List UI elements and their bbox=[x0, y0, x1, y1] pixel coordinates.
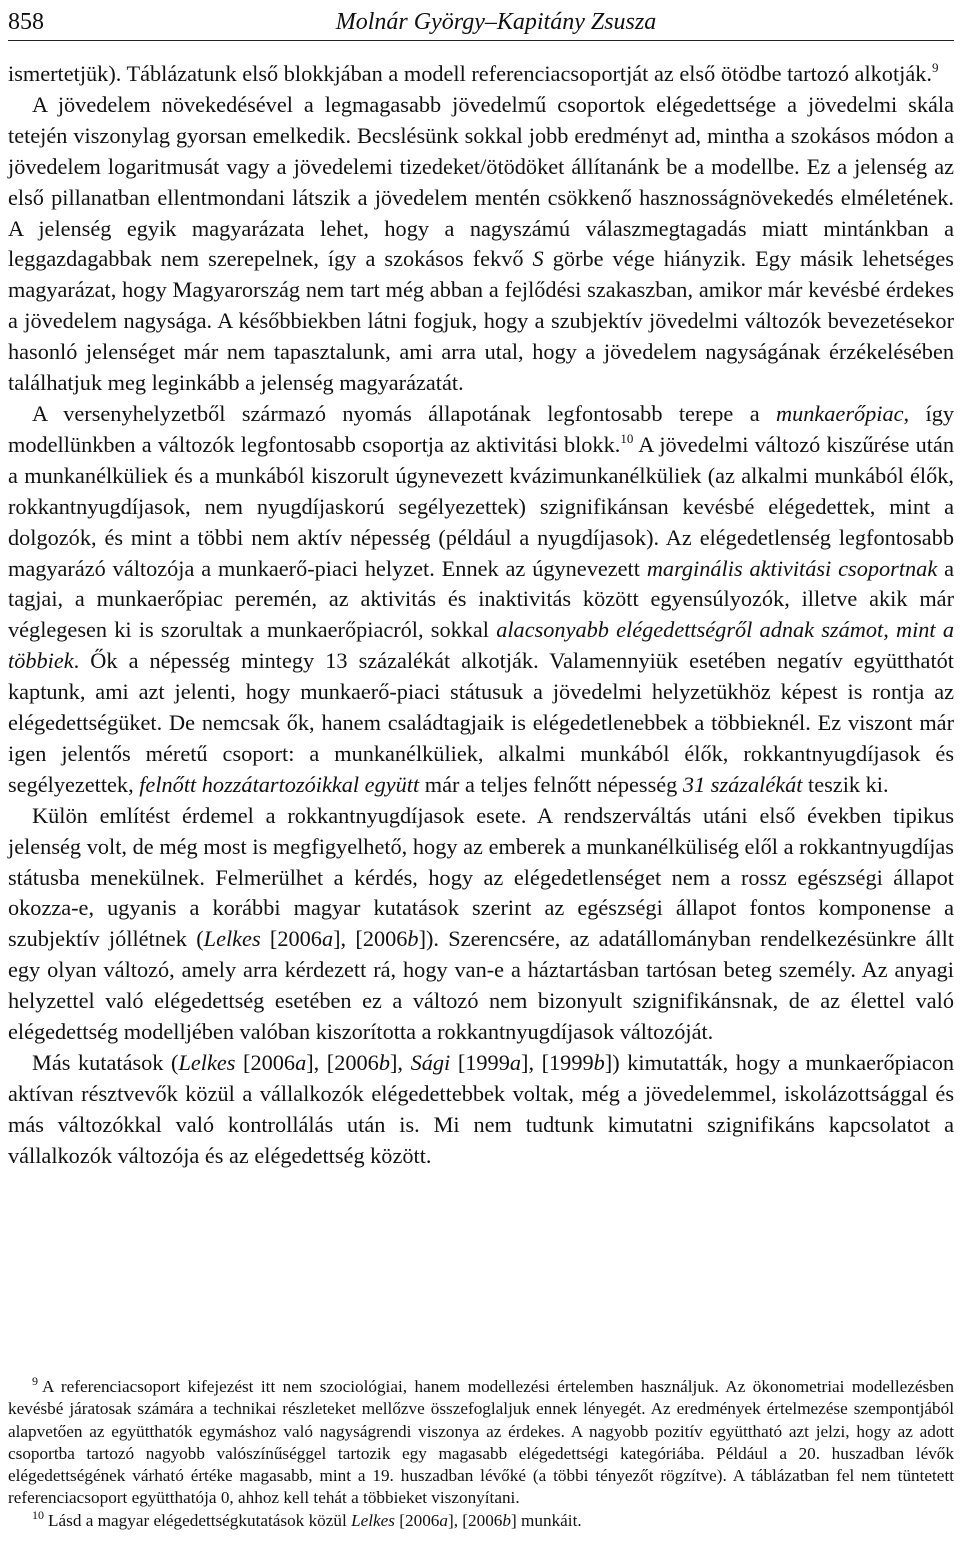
footnote-reference[interactable]: 10 bbox=[620, 430, 634, 446]
footnote-mark: 9 bbox=[32, 1374, 38, 1388]
italic-text: S bbox=[532, 246, 544, 272]
text-run: ], [2006 bbox=[306, 1050, 379, 1075]
footnote-10 bbox=[8, 1507, 954, 1532]
italic-text: Lelkes bbox=[178, 1050, 236, 1075]
footnote-mark: 10 bbox=[32, 1507, 44, 1522]
paragraph bbox=[8, 59, 954, 90]
footnotes bbox=[8, 1376, 954, 1532]
italic-text: munkaerőpiac bbox=[775, 400, 904, 426]
text-run: ]) kimutatták, hogy a munkaerőpiacon aktívan résztvevők közül a vállalkozók elégedettebbek voltak, még a jövedelemmel, iskolázottsággal és más változókkal való kontrollálás után is. Mi nem tudtunk kimutatni szignifikáns kapcsolatot a vállalkozók változója és az elégedettség között. bbox=[8, 1050, 955, 1168]
italic-text: b bbox=[502, 1510, 511, 1530]
paragraph bbox=[8, 1048, 954, 1172]
text-run: Lásd a magyar elégedettségkutatások közül bbox=[48, 1510, 352, 1530]
italic-text: felnőtt hozzátartozóikkal együtt bbox=[139, 771, 420, 797]
paragraph bbox=[8, 399, 954, 801]
page-number: 858 bbox=[8, 9, 44, 35]
text-run: A jövedelem növekedésével a legmagasabb jövedelmű csoportok elégedettsége a jövedelmi skála tetején viszonylag gyorsan emelkedik. Becslésünk sokkal jobb eredményt ad, mintha a szokásos módon a jövedelem logaritmusát vagy a jövedelemi tizedeket/ötödöket állítanánk be a modellbe. Ez a jelenség az első pillanatban ellentmondani látszik a jövedelem mentén csökkenő hasznosságnövekedés elméletének. A jelenség egyik magyarázata lehet, hogy a nagyszámú válaszmegtagadás miatt mintánkban a leggazdagabbak nem szerepelnek, így a szokásos fekvő bbox=[8, 91, 954, 272]
italic-text: Lelkes bbox=[351, 1510, 395, 1530]
text-run: ], bbox=[390, 1050, 411, 1075]
paragraph bbox=[8, 90, 954, 399]
running-head: Molnár György–Kapitány Zsusza bbox=[335, 9, 657, 35]
text-run: ] munkáit. bbox=[511, 1510, 582, 1530]
text-run: A jövedelmi változó kiszűrése után a munkanélküliek és a munkából kiszorult úgynevezett kvázimunkanélküliek (az alkalmi munkából élők, rokkantnyugdíjasok, nem nyugdíjaskorú segélyezettek) szignifikánsan kevésbé elégedettek, mint a dolgozók, és mint a többi nem aktív népesség (például a nyugdíjasok). Az elégedetlenség legfontosabb magyarázó változója a munkaerő-piaci helyzet. Ennek az úgynevezett bbox=[8, 431, 955, 581]
italic-text: a bbox=[321, 926, 334, 952]
text-run: ismertetjük). Táblázatunk első blokkjában a modell referenciacsoportját az első ötödbe tartozó alkotják. bbox=[8, 61, 932, 86]
footnote-reference[interactable]: 9 bbox=[931, 60, 939, 75]
footnote-9 bbox=[8, 1376, 954, 1510]
text-run: [2006 bbox=[394, 1510, 440, 1530]
text-run: [2006 bbox=[260, 926, 322, 952]
text-run: ], [2006 bbox=[447, 1510, 503, 1530]
text-run: ], [1999 bbox=[521, 1050, 594, 1075]
text-run: , így modellünkben a változók legfontosabb csoportja az aktivitási blokk. bbox=[8, 400, 954, 457]
page-header bbox=[8, 0, 954, 41]
italic-text: Lelkes bbox=[203, 926, 261, 952]
text-run: teszik ki. bbox=[802, 771, 889, 797]
italic-text: a bbox=[439, 1510, 448, 1530]
italic-text: a bbox=[509, 1050, 522, 1075]
italic-text: 31 százalékát bbox=[682, 771, 803, 797]
italic-text: alacsonyabb elégedettségről adnak számot, mint a többiek bbox=[8, 617, 954, 674]
italic-text: marginális aktivitási csoportnak bbox=[646, 555, 938, 581]
text-run: A referenciacsoport kifejezést itt nem szociológiai, hanem modellezési értelemben használjuk. Az ökonometriai modellezésben kevésbé járatosak számára a technikai részleteket mellőzve összefoglaljuk ennek lényegét. Az eredmények értelmezése szempontjából alapvetően az együtthatók egymáshoz való nagyságrendi viszonya az érdekes. A nagyobb pozitív együttható azt jelzi, hogy az adott csoportba tartozó nagyobb valószínűséggel tartozik egy magasabb elégedettségi kategóriába. Például a 20. huszadban lévők elégedettségének várható értéke magasabb, mint a 19. huszadban lévőké (a többi tényezőt rögzítve). A táblázatban fel nem tüntetett referenciacsoport együtthatója 0, ahhoz kell tehát a többieket viszonyítani. bbox=[8, 1377, 954, 1508]
text-run: a tagjai, a munkaerőpiac peremén, az aktivitás és inaktivitás között egyensúlyozók, illetve akik már véglegesen ki is szorultak a munkaerőpiacról, sokkal bbox=[8, 555, 954, 643]
italic-text: b bbox=[378, 1050, 390, 1075]
text-run: [2006 bbox=[235, 1050, 296, 1075]
text-run: . Ők a népesség mintegy 13 százalékát alkotják. Valamennyiük esetében negatív együtthatót kaptunk, ami azt jelenti, hogy munkaerő-piaci státusuk a jövedelmi helyzetükhöz képest is rontja az elégedettségüket. De nemcsak ők, hanem családtagjaik is elégedetlenebbek a többieknél. Ez viszont már igen jelentős méretű csoport: a munkanélküliek, alkalmi munkából élők, rokkantnyugdíjasok és segélyezettek, bbox=[8, 648, 954, 797]
page bbox=[8, 0, 955, 1530]
text-run: már a teljes felnőtt népesség bbox=[419, 771, 683, 797]
text-run: A versenyhelyzetből származó nyomás állapotának legfontosabb terepe a bbox=[32, 400, 776, 426]
italic-text: b bbox=[593, 1050, 605, 1075]
italic-text: b bbox=[407, 926, 419, 952]
paragraph bbox=[8, 801, 954, 1048]
text-run: ]). Szerencsére, az adatállományban rendelkezésünkre állt egy olyan változó, amely arra kérdezett rá, hogy van-e a háztartásban tartósan beteg személy. Az anyagi helyzettel való elégedettség esetében ez a változó nem bizonyult szignifikánsnak, de az élettel való elégedettség modelljében valóban kiszorította a rokkantnyugdíjasok változóját. bbox=[8, 926, 955, 1045]
body-text bbox=[8, 59, 954, 1172]
italic-text: a bbox=[295, 1050, 307, 1075]
text-run: Külön említést érdemel a rokkantnyugdíjasok esete. A rendszerváltás utáni első években tipikus jelenség volt, de még most is megfigyelhető, hogy az emberek a munkanélküliség elől a rokkantnyugdíjas státusba menekülnek. Felmerülhet a kérdés, hogy az elégedetlenséget nem a rossz egészségi állapot okozza-e, ugyanis a korábbi magyar kutatások szerint az egészségi állapot fontos komponense a szubjektív jóllétnek ( bbox=[8, 802, 954, 952]
text-run: Más kutatások ( bbox=[32, 1050, 179, 1075]
italic-text: Sági bbox=[410, 1050, 451, 1075]
text-run: ], [2006 bbox=[333, 926, 408, 952]
text-run: [1999 bbox=[450, 1050, 510, 1075]
text-run: görbe vége hiányzik. Egy másik lehetséges magyarázat, hogy Magyarország nem tart még abban a fejlődési szakaszban, amikor már kevésbé érdekes a jövedelem nagysága. A későbbiekben látni fogjuk, hogy a szubjektív jövedelmi változók bevezetésekor hasonló jelenséget már nem tapasztalunk, ami arra utal, hogy a jövedelem nagyságának érzékelésében találhatjuk meg leginkább a jelenség magyarázatát. bbox=[8, 246, 954, 396]
